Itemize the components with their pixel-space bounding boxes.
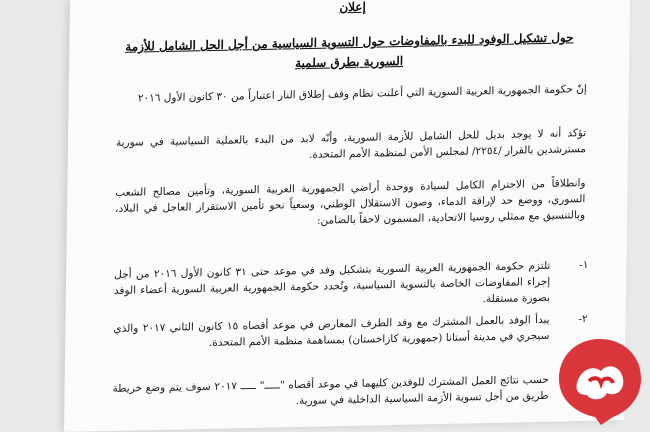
paragraph-2: تؤكد أنه لا يوجد بديل للحل الشامل للأزمة السورية، وأنّه لابد من البدء بالعملية السياسية في سورية مسترشدين بالقرار /٢٢٥٤/ لمجلس الأمن لمنظمة الأمم المتحدة. — [115, 127, 587, 161]
list-item — [113, 311, 588, 353]
document-title: إعلان — [339, 0, 366, 15]
list-item-text: يبدأ الوفد بالعمل المشترك مع وفد الطرف المعارض في موعد أقصاه ١٥ كانون الثاني ٢٠١٧ والذي سيجري في مدينة أستانا (جمهورية كازاخستان) بمساهمة منظمة الأمم المتحدة. — [113, 313, 550, 349]
list-item-text: تلتزم حكومة الجمهورية العربية السورية بتشكيل وفد في موعد حتى ٣١ كانون الأول ٢٠١٦ من أجل إجراء المفاوضات الخاصة بالتسوية السياسية، وتُحدد حكومة الجمهورية العربية السورية أعضاء الوفد بصورة مستقلة. — [113, 259, 551, 306]
paragraph-1: إنّ حكومة الجمهورية العربية السورية التي أعلنت نظام وقف إطلاق النار اعتباراً من ٣٠ كانون الأول ٢٠١٦ — [137, 83, 587, 105]
list-item — [113, 257, 589, 315]
maan-logo-icon — [555, 335, 645, 427]
list-item-number: ٢- — [578, 312, 588, 326]
list-item-number: ١- — [579, 259, 589, 272]
paragraph-3: وانطلاقاً من الاحترام الكامل لسيادة ووحدة أراضي الجمهورية العربية السورية، وتأمين مصالح الشعب السوري، ووضع حد لإراقة الدماء، وصون الاستقلال الوطني، وسعياً نحو تأمين الاستقرار العاجل في البلاد، وبالتنسيق مع ممثلي روسيا الاتحادية، المسمون لاحقاً بالضامن: — [115, 177, 586, 227]
list-item — [112, 371, 583, 413]
document-page — [64, 0, 630, 432]
document-heading: حول تشكيل الوفود للبدء بالمفاوضات حول التسوية السياسية من أجل الحل الشامل للأزمة السورية بطرق سلمية — [125, 30, 574, 71]
list-item-text: حسب نتائج العمل المشترك للوفدين كليهما في موعد أقصاه "ـــــ" ـــــ ٢٠١٧ سوف يتم وضع خريطة طريق من أجل تسوية الأزمة السياسية الداخلية في سورية. — [112, 373, 549, 408]
